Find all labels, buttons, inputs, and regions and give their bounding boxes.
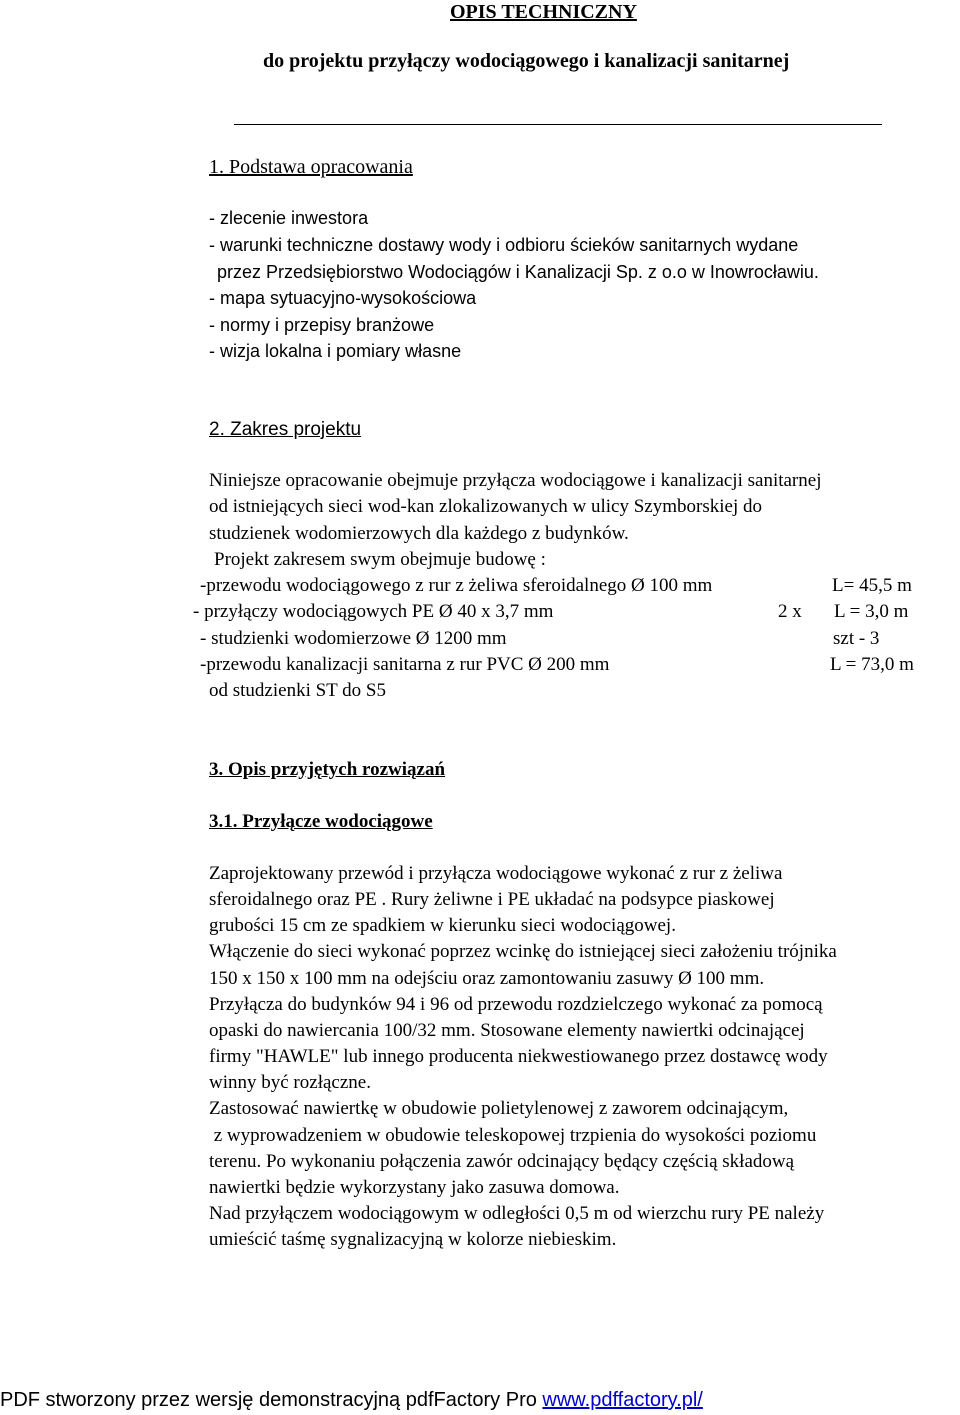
scope-item-desc: -przewodu wodociągowego z rur z żeliwa sferoidalnego Ø 100 mm — [200, 575, 713, 596]
section-3-line: sferoidalnego oraz PE . Rury żeliwne i PE układać na podsypce piaskowej — [209, 889, 775, 910]
section-3-heading: 3. Opis przyjętych rozwiązań — [209, 759, 446, 780]
scope-item-desc: -przewodu kanalizacji sanitarna z rur PVC Ø 200 mm — [200, 654, 610, 675]
section-1-line: - mapa sytuacyjno-wysokościowa — [209, 288, 477, 308]
section-3-line: Zastosować nawiertkę w obudowie polietylenowej z zaworem odcinającym, — [209, 1098, 789, 1119]
header-divider — [234, 124, 882, 125]
section-3-line: terenu. Po wykonaniu połączenia zawór odcinający będący częścią składową — [209, 1151, 795, 1172]
footer-link[interactable]: www.pdffactory.pl/ — [542, 1389, 703, 1411]
scope-item-qty: 2 x — [778, 601, 802, 622]
scope-item-desc: - przyłączy wodociągowych PE Ø 40 x 3,7 mm — [193, 601, 554, 622]
section-1-line: - warunki techniczne dostawy wody i odbioru ścieków sanitarnych wydane — [209, 235, 799, 255]
section-3-1-heading: 3.1. Przyłącze wodociągowe — [209, 811, 433, 832]
pdf-watermark-footer — [0, 1389, 703, 1412]
section-1-line: przez Przedsiębiorstwo Wodociągów i Kanalizacji Sp. z o.o w Inowrocławiu. — [217, 262, 819, 282]
scope-item-desc: - studzienki wodomierzowe Ø 1200 mm — [200, 628, 507, 649]
section-3-line: opaski do nawiercania 100/32 mm. Stosowane elementy nawiertki odcinającej — [209, 1020, 805, 1041]
section-3-line: grubości 15 cm ze spadkiem w kierunku sieci wodociągowej. — [209, 915, 676, 936]
footer-text: PDF stworzony przez wersję demonstracyjną pdfFactory Pro — [0, 1389, 543, 1411]
scope-item-value: L = 3,0 m — [834, 601, 909, 622]
scope-item-value: L= 45,5 m — [832, 575, 912, 596]
section-2-heading: 2. Zakres projektu — [209, 419, 362, 440]
section-3-line: 150 x 150 x 100 mm na odejściu oraz zamontowaniu zasuwy Ø 100 mm. — [209, 968, 765, 989]
section-3-line: Przyłącza do budynków 94 i 96 od przewodu rozdzielczego wykonać za pomocą — [209, 994, 823, 1015]
section-3-line: z wyprowadzeniem w obudowie teleskopowej trzpienia do wysokości poziomu — [209, 1125, 817, 1146]
section-3-line: Nad przyłączem wodociągowym w odległości 0,5 m od wierzchu rury PE należy — [209, 1203, 825, 1224]
section-1-line: - wizja lokalna i pomiary własne — [209, 341, 462, 361]
section-2-tail: od studzienki ST do S5 — [209, 680, 386, 701]
section-3-line: umieścić taśmę sygnalizacyjną w kolorze niebieskim. — [209, 1229, 617, 1250]
section-1-line: - zlecenie inwestora — [209, 208, 369, 228]
section-2-line: Niniejsze opracowanie obejmuje przyłącza wodociągowe i kanalizacji sanitarnej — [209, 470, 822, 491]
section-1-line: - normy i przepisy branżowe — [209, 315, 435, 335]
section-2-line: studzienek wodomierzowych dla każdego z budynków. — [209, 523, 629, 544]
scope-item-value: L = 73,0 m — [830, 654, 914, 675]
scope-item-value: szt - 3 — [833, 628, 880, 649]
section-3-line: nawiertki będzie wykorzystany jako zasuwa domowa. — [209, 1177, 620, 1198]
section-3-line: Zaprojektowany przewód i przyłącza wodociągowe wykonać z rur z żeliwa — [209, 863, 783, 884]
section-3-line: firmy "HAWLE" lub innego producenta niekwestiowanego przez dostawcę wody — [209, 1046, 828, 1067]
document-title: OPIS TECHNICZNY — [450, 1, 637, 23]
section-2-line: Projekt zakresem swym obejmuje budowę : — [214, 549, 546, 570]
section-3-line: winny być rozłączne. — [209, 1072, 371, 1093]
document-subtitle: do projektu przyłączy wodociągowego i kanalizacji sanitarnej — [263, 50, 790, 72]
section-1-heading: 1. Podstawa opracowania — [209, 156, 413, 178]
section-2-line: od istniejących sieci wod-kan zlokalizowanych w ulicy Szymborskiej do — [209, 496, 762, 517]
section-3-line: Włączenie do sieci wykonać poprzez wcinkę do istniejącej sieci założeniu trójnika — [209, 941, 837, 962]
